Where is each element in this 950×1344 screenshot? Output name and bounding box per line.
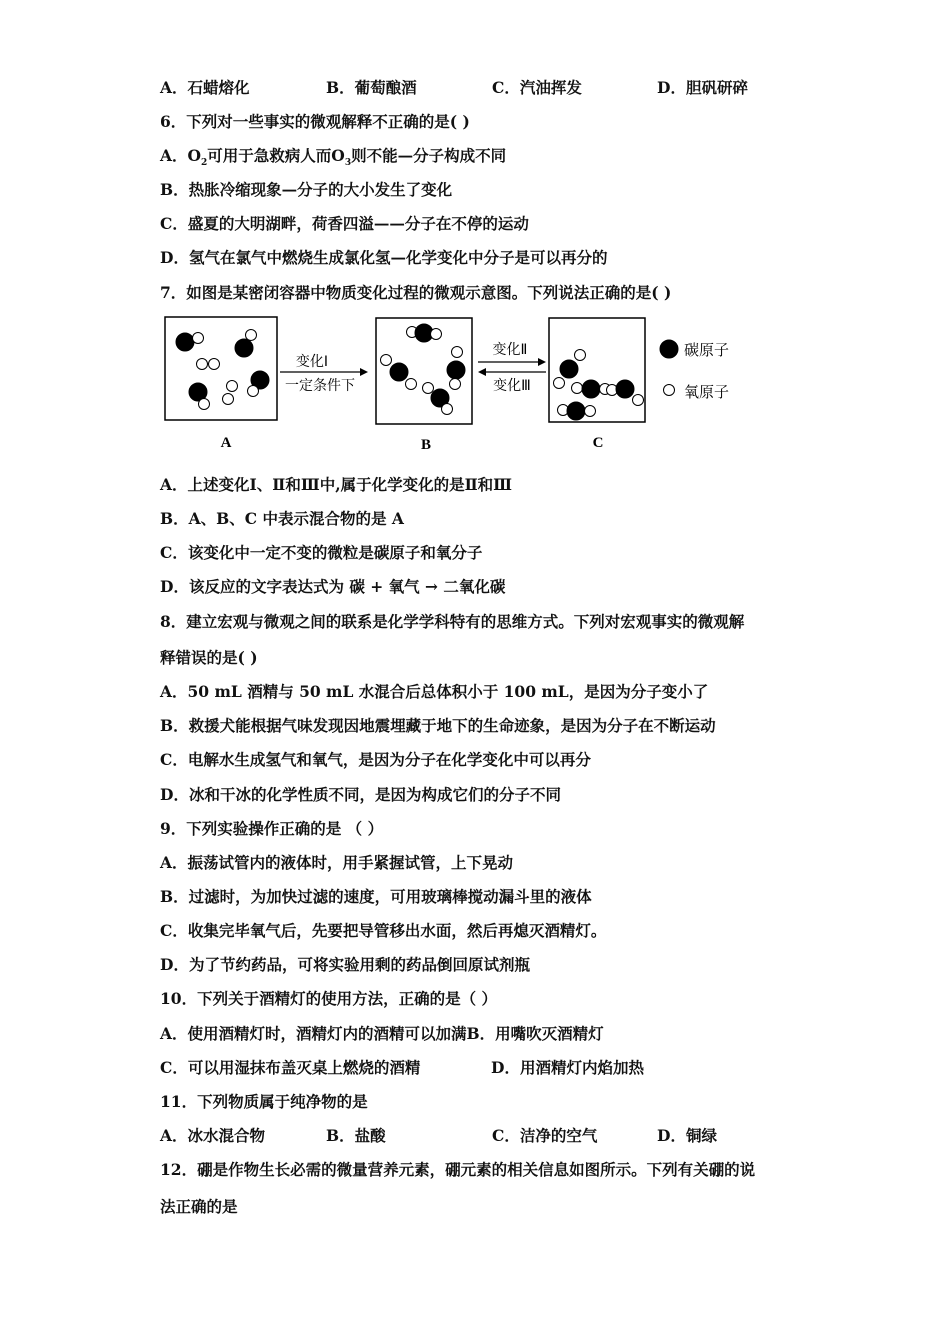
q11-option-d: D．铜绿 bbox=[657, 1126, 717, 1145]
oxygen-atom bbox=[431, 329, 442, 340]
q6-a-sub2: 3 bbox=[344, 158, 352, 169]
oxygen-atom bbox=[193, 333, 204, 344]
oxygen-atom bbox=[450, 379, 461, 390]
q7-stem: 7．如图是某密闭容器中物质变化过程的微观示意图。下列说法正确的是( ) bbox=[160, 283, 672, 302]
q9-option-c: C．收集完毕氧气后，先要把导管移出水面，然后再熄灭酒精灯。 bbox=[160, 921, 607, 940]
q6-option-b: B．热胀冷缩现象—分子的大小发生了变化 bbox=[160, 180, 453, 199]
oxygen-atom bbox=[197, 359, 208, 370]
q8-option-c: C．电解水生成氢气和氧气，是因为分子在化学变化中可以再分 bbox=[160, 750, 591, 769]
change2-label: 变化Ⅱ bbox=[492, 342, 528, 358]
q12-stem-line2: 法正确的是 bbox=[160, 1197, 238, 1216]
carbon-atom bbox=[447, 361, 465, 379]
carbon-atom bbox=[176, 333, 194, 351]
oxygen-atom bbox=[633, 395, 644, 406]
oxygen-atom bbox=[406, 379, 417, 390]
q9-option-d: D．为了节约药品，可将实验用剩的药品倒回原试剂瓶 bbox=[160, 955, 530, 974]
oxygen-atom bbox=[246, 330, 257, 341]
q10-option-c: C．可以用湿抹布盖灭桌上燃烧的酒精 bbox=[160, 1058, 421, 1077]
oxygen-atom bbox=[442, 404, 453, 415]
legend-carbon-label: 碳原子 bbox=[684, 341, 730, 359]
q9-option-a: A．振荡试管内的液体时，用手紧握试管，上下晃动 bbox=[160, 853, 514, 872]
q9-option-b: B．过滤时，为加快过滤的速度，可用玻璃棒搅动漏斗里的液体 bbox=[160, 887, 592, 906]
q7-diagram-svg bbox=[160, 314, 760, 454]
q6-stem: 6．下列对一些事实的微观解释不正确的是( ) bbox=[160, 112, 470, 131]
q5-option-b: B．葡萄酿酒 bbox=[326, 78, 417, 97]
box-a-label: A bbox=[220, 435, 232, 451]
carbon-atom bbox=[235, 339, 253, 357]
q11-option-c: C．洁净的空气 bbox=[492, 1126, 598, 1145]
q7-diagram bbox=[160, 314, 760, 454]
q10-stem: 10．下列关于酒精灯的使用方法，正确的是（ ） bbox=[160, 989, 497, 1008]
box-b-label: B bbox=[420, 437, 432, 453]
q10-option-ab: A．使用酒精灯时，酒精灯内的酒精可以加满B．用嘴吹灭酒精灯 bbox=[160, 1024, 604, 1043]
q9-stem: 9．下列实验操作正确的是 （ ） bbox=[160, 819, 384, 838]
q6-option-c: C．盛夏的大明湖畔，荷香四溢——分子在不停的运动 bbox=[160, 214, 529, 233]
q8-option-d: D．冰和干冰的化学性质不同，是因为构成它们的分子不同 bbox=[160, 785, 561, 804]
arrow-2-head bbox=[538, 358, 546, 366]
q6-a-mid: 可用于急救病人而O bbox=[207, 146, 345, 165]
carbon-atom bbox=[567, 402, 585, 420]
legend-carbon-icon bbox=[660, 340, 678, 358]
q8-option-a: A．50 mL 酒精与 50 mL 水混合后总体积小于 100 mL，是因为分子变小了 bbox=[160, 682, 709, 701]
oxygen-atom bbox=[381, 355, 392, 366]
box-a bbox=[165, 317, 277, 420]
carbon-atom bbox=[560, 360, 578, 378]
q12-stem-line1: 12．硼是作物生长必需的微量营养元素，硼元素的相关信息如图所示。下列有关硼的说 bbox=[160, 1160, 756, 1179]
oxygen-atom bbox=[572, 383, 583, 394]
box-c-label: C bbox=[592, 435, 604, 451]
q8-option-b: B．救援犬能根据气味发现因地震埋藏于地下的生命迹象，是因为分子在不断运动 bbox=[160, 716, 716, 735]
legend-oxygen-label: 氧原子 bbox=[684, 383, 730, 401]
q6-option-a bbox=[160, 145, 506, 174]
oxygen-atom bbox=[575, 350, 586, 361]
q10-option-d: D．用酒精灯内焰加热 bbox=[491, 1058, 644, 1077]
oxygen-atom bbox=[223, 394, 234, 405]
q5-option-a: A．石蜡熔化 bbox=[160, 78, 250, 97]
carbon-atom bbox=[390, 363, 408, 381]
arrow-1-head bbox=[360, 368, 368, 376]
oxygen-atom bbox=[227, 381, 238, 392]
oxygen-atom bbox=[423, 383, 434, 394]
change3-label: 变化Ⅲ bbox=[493, 378, 531, 394]
q8-stem-line2: 释错误的是( ) bbox=[160, 648, 258, 667]
q11-option-b: B．盐酸 bbox=[326, 1126, 386, 1145]
q7-option-b: B．A、B、C 中表示混合物的是 A bbox=[160, 509, 404, 528]
q5-option-c: C．汽油挥发 bbox=[492, 78, 582, 97]
q7-option-d: D．该反应的文字表达式为 碳 + 氧气 → 二氧化碳 bbox=[160, 577, 506, 596]
oxygen-atom bbox=[199, 399, 210, 410]
q11-option-a: A．冰水混合物 bbox=[160, 1126, 266, 1145]
q6-a-suffix: 则不能—分子构成不同 bbox=[351, 146, 507, 165]
oxygen-atom bbox=[248, 386, 259, 397]
oxygen-atom bbox=[585, 406, 596, 417]
q6-a-sub1: 2 bbox=[201, 158, 208, 169]
oxygen-atom bbox=[209, 359, 220, 370]
q5-option-d: D．胆矾研碎 bbox=[657, 78, 748, 97]
q7-option-c: C．该变化中一定不变的微粒是碳原子和氧分子 bbox=[160, 543, 483, 562]
q6-option-d: D．氢气在氯气中燃烧生成氯化氢—化学变化中分子是可以再分的 bbox=[160, 248, 608, 267]
q6-a-prefix: A．O bbox=[160, 146, 202, 165]
q11-stem: 11．下列物质属于纯净物的是 bbox=[160, 1092, 368, 1111]
arrow-3-head bbox=[478, 368, 486, 376]
legend-oxygen-icon bbox=[664, 385, 675, 396]
change1-label: 变化Ⅰ bbox=[295, 354, 329, 370]
q8-stem-line1: 8．建立宏观与微观之间的联系是化学学科特有的思维方式。下列对宏观事实的微观解 bbox=[160, 612, 745, 631]
oxygen-atom bbox=[554, 378, 565, 389]
condition-label: 一定条件下 bbox=[285, 378, 355, 394]
carbon-atom bbox=[616, 380, 634, 398]
carbon-atom bbox=[582, 380, 600, 398]
oxygen-atom bbox=[452, 347, 463, 358]
q7-option-a: A．上述变化Ⅰ、Ⅱ和Ⅲ中,属于化学变化的是Ⅱ和Ⅲ bbox=[160, 475, 513, 494]
